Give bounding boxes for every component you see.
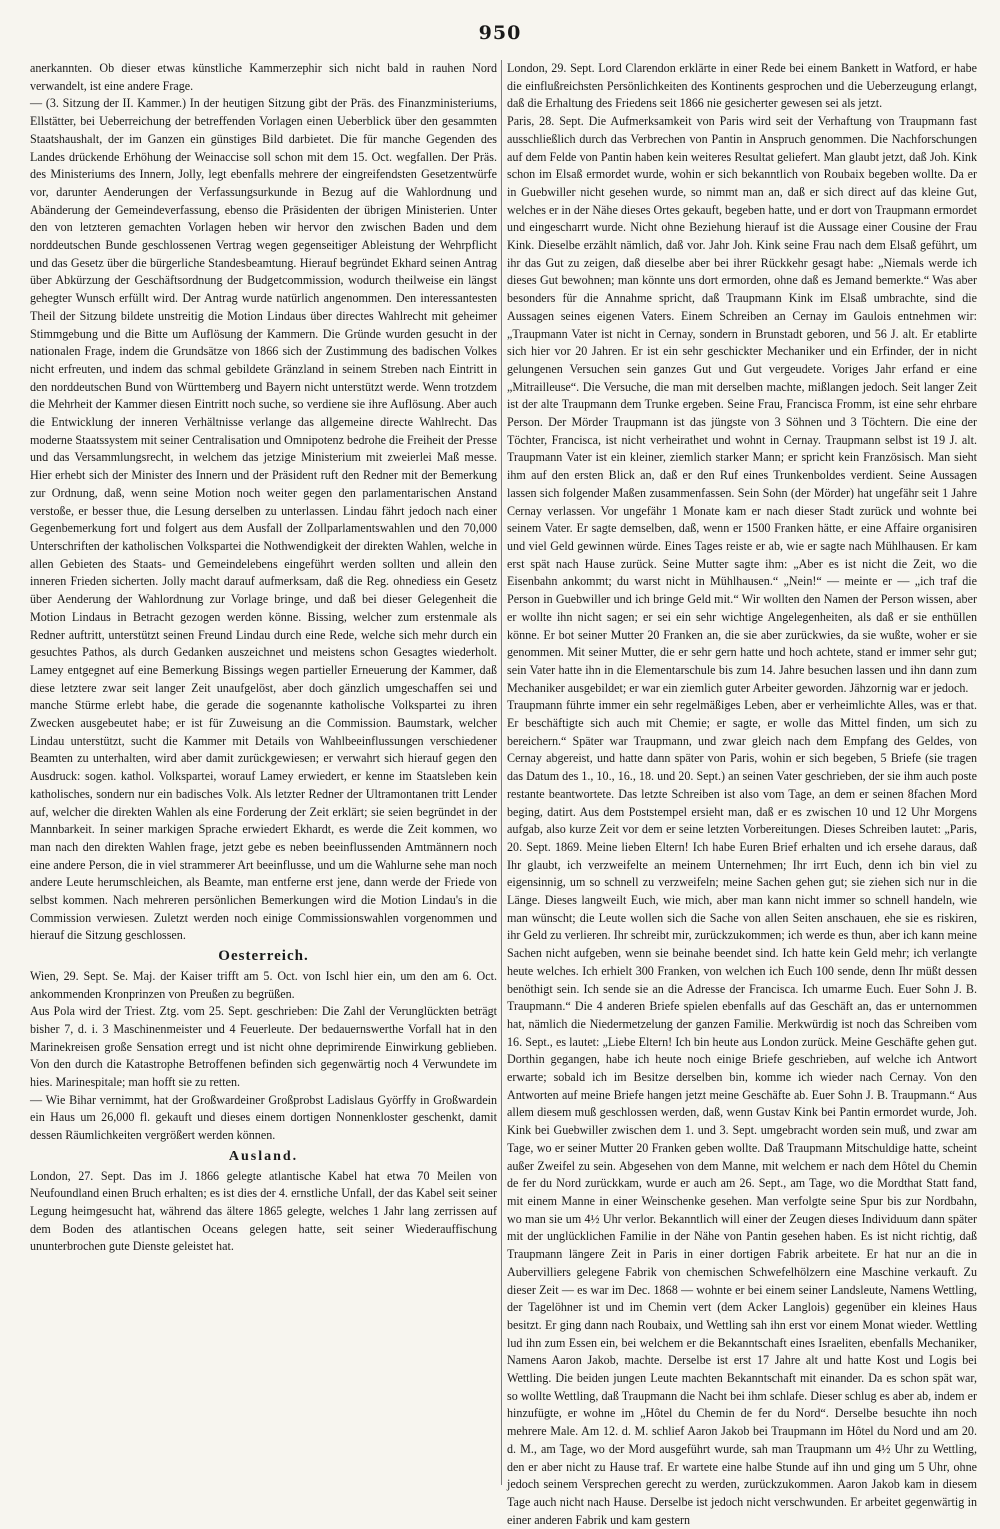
section-heading-ausland: Ausland.	[228, 1148, 299, 1164]
right-column	[507, 60, 977, 1527]
article-paris-traupmann-continued: Traupmann führte immer ein sehr regelmäßiges Leben, aber er verheimlichte Alles, was er that. Er beschäftigte sich auch mit Chemie; er sagte, er wolle das Mittel finden, um sich zu bereichern.“ Später war Traupmann, und zwar gleich nach dem Empfang des Geldes, von Cernay abgereist, und hatte dann später von Paris, wohin er sich begeben, 5 Briefe (sie tragen das Datum des 1., 10., 16., 18. und 20. Sept.) an seinen Vater geschrieben, der sie ihm auch poste restante beantwortete. Das letzte Schreiben ist also vom Tage, an dem er seinen 8fachen Mord beging, datirt. Aus dem Poststempel ersieht man, daß er es zwischen 10 und 12 Uhr Morgens aufgab, also kurze Zeit vor dem er seine letzten Vorbereitungen. Dieses Schreiben lautet: „Paris, 20. Sept. 1869. Meine lieben Eltern! Ich habe Euren Brief erhalten und ich ersehe daraus, daß Ihr glaubt, ich verzweifelte an meinem Unternehmen; Ihr irrt Euch, denn ich bin viel zu eigensinnig, um so schnell zu verzweifeln; meine Sachen gehen gut; sie ziehen sich nur in die Länge. Dieses langweilt Euch, wie mich, aber man kann nicht immer so schnell handeln, wie man wünscht; die Leute wollen sich die Sache von allen Seiten anschauen, ehe sie es riskiren, ihr Geld zu verlieren. Ihr schreibt mir, zurückzukommen; ich werde es thun, aber ich kann meine Sachen nicht aufgeben, wenn sie beinahe beendet sind. Ich hatte kein Geld mehr; ich verlangte heute welches. Ich erhielt 300 Franken, von welchen ich Euch 100 sende, denn Ihr müßt dessen benöthigt sein. Ich sende sie an die Adresse der Francisca. Ich umarme Euch. Euer Sohn J. B. Traupmann.“ Die 4 anderen Briefe spielen ebenfalls auf das Geschäft an, das er unternommen hat, nämlich die Niedermetzelung der ganzen Familie. Merkwürdig ist noch das Schreiben vom 16. Sept., es lautet: „Liebe Eltern! Ich bin heute aus London zurück. Meine Geschäfte gehen gut. Dorthin gegangen, habe ich heute noch einige Briefe geschrieben, auf welche ich Antwort erwarte; sobald ich im Besitze derselben bin, komme ich wieder nach Cernay. Von den Antworten auf meine Briefe hangen jetzt meine Geschäfte ab. Euer Sohn J. B. Traupmann.“ Aus allem diesem muß geschlossen werden, daß, wenn Gustav Kink bei Pantin ermordet wurde, Joh. Kink bei Guebwiller zwischen dem 1. und 3. Sept. umgebracht worden sein muß, und zwar am Tage, wo er seiner Mutter 20 Franken geben wollte. Daß Traupmann Mitschuldige hatte, scheint außer Zweifel zu sein. Abgesehen von dem Manne, mit welchem er nach dem Hôtel du Chemin de fer du Nord zurückkam, wurde er auch am 26. Sept., am Tage, wo die Mordthat Statt fand, mit einem Manne in einer Weinschenke gesehen. Man verfolgte seine Spur bis zur Nordbahn, wo man sie um 4½ Uhr verlor. Bekanntlich will einer der Zeugen dieses Individuum dann später mit der unglücklichen Familie in der Nähe von Pantin gesehen haben. Es ist nicht richtig, daß Traupmann längere Zeit in Paris in einer dortigen Fabrik arbeitete. Er hat nur an die in Aubervilliers gelegene Fabrik von chemischen Schwefelhölzern eine Maschine verkauft. Zu dieser Zeit — es war im Dec. 1868 — wohnte er bei einem seiner Landsleute, Namens Wettling, der Tagelöhner ist und im Chemin vert (dem Acker Langlois) gegenüber ein kleines Haus besitzt. Er ging dann nach Roubaix, und Wettling sah ihn erst vor einem Monat wieder. Wettling lud ihn zum Essen ein, bei welchem er die Bekanntschaft eines Israeliten, ebenfalls Mechaniker, Namens Aaron Jakob, machte. Derselbe ist erst 17 Jahre alt und hatte Kost und Logis bei Wettling. Die beiden jungen Leute machten Bekanntschaft mit einander. Da es schon spät war, so wollte Wettling, daß Traupmann die Nacht bei ihm schlafe. Dieser schlug es aber ab, indem er hinzufügte, er wohne im „Hôtel du Chemin de fer du Nord“. Derselbe besuchte ihn noch mehrere Male. Am 12. d. M. schlief Aaron Jakob bei Traupmann im Hôtel du Nord und am 20. d. M., am Tage, wo der Mord ausgeführt wurde, sah man Traupmann um 4½ Uhr zu Wettling, den er aber nicht zu Hause traf. Er wartete eine halbe Stunde auf ihn und ging um 5 Uhr, ohne jedoch seinem Versprechen gerecht zu werden, zurückzukommen. Aaron Jakob kam in diesem Tage auch nicht nach Hause. Derselbe ist jedoch nicht verschwunden. Er arbeitet gegenwärtig in einer anderen Fabrik und kam gestern	[507, 698, 977, 1527]
page-number: 950	[478, 22, 522, 44]
left-column	[30, 60, 497, 1498]
article-pola: Aus Pola wird der Triest. Ztg. vom 25. Sept. geschrieben: Die Zahl der Verunglückten beträgt bisher 7, d. i. 3 Maschinenmeister und 4 Feuerleute. Der bedauernswerthe Vorfall hat in den Marinekreisen große Sensation erregt und ist nicht ohne deprimirende Einwirkung geblieben. Von den durch die Katastrophe Betroffenen befinden sich gegenwärtig noch 4 Verwundete im hies. Marinespitale; man hofft sie zu retten.	[30, 1004, 497, 1090]
article-baden-intro: anerkannten. Ob dieser etwas künstliche Kammerzephir sich nicht bald in rauhen Nord verwandelt, ist eine andere Frage.	[30, 61, 497, 93]
column-divider	[501, 60, 502, 1485]
article-london-clarendon: London, 29. Sept. Lord Clarendon erklärte in einer Rede bei einem Bankett in Watford, er habe die einflußreichsten Persönlichkeiten des Kontinents gesprochen und die Ueberzeugung erlangt, daß die Erhaltung des Friedens seit 1866 nie gesicherter gewesen sei als jetzt.	[507, 61, 977, 111]
article-wien: Wien, 29. Sept. Se. Maj. der Kaiser trifft am 5. Oct. von Ischl hier ein, um den am 6. Oct. ankommenden Kronprinzen von Preußen zu begrüßen.	[30, 968, 497, 1001]
article-baden-chamber-session: — (3. Sitzung der II. Kammer.) In der heutigen Sitzung gibt der Präs. des Finanzministeriums, Ellstätter, bei Ueberreichung der betreffenden Vorlagen einen Ueberblick über den gesammten Staatshaushalt, der im Ganzen ein günstiges Bild darbietet. Die für manche Gegenden des Landes drückende Erhöhung der Weinaccise soll schon mit dem 15. Oct. wegfallen. Der Präs. des Ministeriums des Innern, Jolly, legt ebenfalls mehrere der eingreifendsten Gesetzentwürfe vor, darunter Aenderungen der Verfassungsurkunde in Bezug auf die Wahlordnung und Abänderung der Gemeindeverfassung, ebenso die Präsidenten der übrigen Ministerien. Unter den von letzteren gemachten Vorlagen heben wir hervor den zwischen Baden und dem norddeutschen Bunde geschlossenen Vertrag wegen gegenseitiger Ableistung der Wehrpflicht und das Gesetz über die bürgerliche Standesbeamtung. Hierauf begründet Ekhard seinen Antrag über Abkürzung der Geschäftsordnung der Budgetcommission, wodurch theilweise ein längst gehegter Wunsch erfüllt wird. Der Antrag wurde natürlich angenommen. Den interessantesten Theil der Sitzung bildete unstreitig die Motion Lindaus über directes Wahlrecht mit geheimer Stimmgebung und die Bitte um Auflösung der Kammern. Die Gründe wurden gesucht in der nationalen Frage, indem die Grundsätze von 1866 sich der Zustimmung des badischen Volkes nicht erfreuten, und indem das schmal gebildete Gränzland in seinem Streben nach Eintritt in den norddeutschen Bund von Württemberg und Bayern nicht unterstützt werde. Wenn trotzdem die Mehrheit der Kammer diesen Eintritt noch suche, so verdiene sie ihre Auflösung. Aber auch die Entwicklung der inneren Verhältnisse verlange das allgemeine directe Wahlrecht. Das moderne Staatssystem mit seiner Centralisation und Omnipotenz bedrohe die Freiheit der Presse und das Versammlungsrecht, in welchem das jetzige Ministerium mit zweierlei Maß messe. Hier erhebt sich der Minister des Innern und der Präsident ruft den Redner mit der Bemerkung zur Ordnung, daß, wenn seine Motion noch weiter gegen den parlamentarischen Anstand verstoße, er besser thue, die Lesung derselben zu unterlassen. Lindau fährt jedoch nach einer Gegenbemerkung fort und folgert aus dem Ausfall der Zollparlamentswahlen und den 70,000 Unterschriften der katholischen Volkspartei die Nothwendigkeit der direkten Wahlen, welche in allen Gebieten des Staats- und Gemeindelebens eingeführt werden sollten und allein den inneren Frieden sicherten. Jolly macht darauf aufmerksam, daß die Reg. ohnediess ein Gesetz über Aenderung der Wahlordnung zur Vorlage bringe, und daß bei dieser Gelegenheit die Motion Lindaus in Betracht gezogen werden könne. Bissing, welcher zum erstenmale als Redner auftritt, unterstützt seinen Freund Lindau durch eine Rede, welche sich mehr durch ein gesuchtes Pathos, als durch Gedanken auszeichnet und meistens schon Gesagtes wiederholt. Lamey entgegnet auf eine Bemerkung Bissings wegen partieller Erneuerung der Kammer, daß diese letztere zwar seit langer Zeit unaufgelöst, aber doch gänzlich umgeschaffen sei und manche Stürme erlebt habe, die gerade die sogenannte katholische Volkspartei zu ihren Zwecken ausgebeutet habe; er ist für Zuweisung an die Commission. Baumstark, welcher Lindau unterstützt, sucht die Kammer mit Details von Wahlbeeinflussungen verschiedener Beamten zu unterhalten, wird aber damit zurückgewiesen; er verwahrt sich hierauf gegen den Ausdruck: sogen. kathol. Volkspartei, worauf Lamey erwiedert, er kenne im Staatsleben kein katholisches, sondern nur ein badisches Volk. Als letzter Redner der Ultramontanen tritt Lender auf, welcher die direkten Wahlen als eine Forderung der Zeit erklärt; sie seien begründet in der Mannbarkeit. In seiner markigen Sprache erwiedert Ekhardt, es werde die Zeit kommen, wo man nach den direkten Wahlen frage, jetzt gebe es neben beeinflussenden Amtmännern noch eine andere Person, die in viel strammerer Art beeinflusse, und um die Wahlurne sehe man noch andere Leute herumschleichen, als Beamte, man entferne erst jene, dann werde der Friede von selbst kommen. Nach mehreren persönlichen Bemerkungen wird die Motion Lindau's in die Commission verwiesen. Zuletzt werden noch einige Commissionswahlen vorgenommen und hierauf die Sitzung geschlossen.	[30, 96, 497, 943]
section-heading-oesterreich: Oesterreich.	[218, 948, 309, 965]
article-grosswardein: — Wie Bihar vernimmt, hat der Großwardeiner Großprobst Ladislaus Györffy in Großwardein ein Haus um 26,000 fl. gekauft und dieses einem dortigen Nonnenkloster geschenkt, damit dessen Räumlichkeiten vergrößert werden können.	[30, 1092, 497, 1143]
article-london-cable: London, 27. Sept. Das im J. 1866 gelegte atlantische Kabel hat etwa 70 Meilen von Neufoundland einen Bruch erhalten; es ist dies der 4. ernstliche Unfall, der das Kabel seit seiner Legung heimgesucht hat, während das ältere 1865 gelegte, welches 1 Jahr lang zerrissen auf dem Boden des atlantischen Oceans gelegen hatte, seit seiner Wiederauffischung ununterbrochen gute Dienste geleistet hat.	[30, 1168, 497, 1254]
article-paris-traupmann: Paris, 28. Sept. Die Aufmerksamkeit von Paris wird seit der Verhaftung von Traupmann fast ausschließlich durch das Verbrechen von Pantin in Anspruch genommen. Die Nachforschungen auf dem Felde von Pantin haben kein weiteres Resultat geliefert. Man glaubt jetzt, daß Joh. Kink schon im Elsaß ermordet wurde, wohin er sich bekanntlich von Roubaix begeben wollte. Da er in Guebwiller nicht gesehen wurde, so nimmt man an, daß er sich direct auf das kleine Gut, welches er in der Nähe dieses Ortes gekauft, begeben hatte, und er dort von Traupmann ermordet und eingescharrt wurde. Nicht ohne Beziehung hierauf ist die Aussage einer Cousine der Frau Kink. Dieselbe erzählt nämlich, daß vor. Jahr Joh. Kink seine Frau nach dem Elsaß geführt, um ihr das Gut zu zeigen, daß dieselbe aber bei ihrer Rückkehr gesagt habe: „Niemals werde ich dieses Gut bewohnen; man könnte uns dort ermorden, ohne daß es Jemand bemerkte.“ Was aber besonders für die Annahme spricht, daß Traupmann Kink im Elsaß umbrachte, sind die Aussagen seines eigenen Vaters. Einem Schreiben an Cernay im Gaulois entnehmen wir: „Traupmann Vater ist nicht in Cernay, sondern in Brunstadt geboren, und 56 J. alt. Er etablirte sich hier vor 20 Jahren. Er ist ein sehr geschickter Mechaniker und ein Erfinder, der in nicht gelungenen Versuchen sein ganzes Gut und Gut vergeudete. Voriges Jahr erfand er eine „Mitrailleuse“. Die Versuche, die man mit derselben machte, mißlangen jedoch. Seit langer Zeit ist der alte Traupmann dem Trunke ergeben. Seine Frau, Francisca Fromm, ist eine sehr ehrbare Person. Der Mörder Traupmann ist das jüngste von 3 Söhnen und 3 Töchtern. Die eine der Töchter, Francisca, ist nicht verheirathet und wohnt in Cernay. Traupmann selbst ist 19 J. alt. Traupmann Vater ist ein kleiner, ziemlich starker Mann; er spricht kein Französisch. Man sieht ihm auf den ersten Blick an, daß er den Ruf eines Trunkenboldes verdient. Seine Aussagen lassen sich folgender Maßen zusammenfassen. Sein Sohn (der Mörder) hat ungefähr seit 1 Jahre Cernay verlassen. Vor ungefähr 1 Monate kam er nach dieser Stadt zurück und wohnte bei seinem Vater. Er sagte demselben, daß, wenn er 1500 Franken hätte, er eine Affaire organisiren und viel Geld gewinnen würde. Eines Tages reiste er ab, wie er sagte nach Mühlhausen. Er kam erst spät nach Hause zurück. Seine Mutter sagte ihm: „Aber es ist nicht die Zeit, wo die Eisenbahn ankommt; du warst nicht in Mühlhausen.“ „Nein!“ — meinte er — „ich traf die Person in Guebwiller und ich bringe Geld mit.“ Wir wollten den Namen der Person wissen, aber er wollte ihn nicht sagen; er sei ein sehr wichtige Angelegenheiten, als daß er sie enthüllen könne. Er bot seiner Mutter 20 Franken an, die sie aber zurückwies, da sie wußte, woher er sie genommen. Mit seiner Mutter, die er sehr gern hatte und hoch achtete, stand er immer sehr gut; sein Vater hatte ihn in die Elementarschule bis zum 14. Jahre besuchen lassen und ihn dann zum Mechaniker ausgebildet; er war ein ziemlich guter Arbeiter geworden. Jähzornig war er jedoch.	[507, 114, 977, 695]
